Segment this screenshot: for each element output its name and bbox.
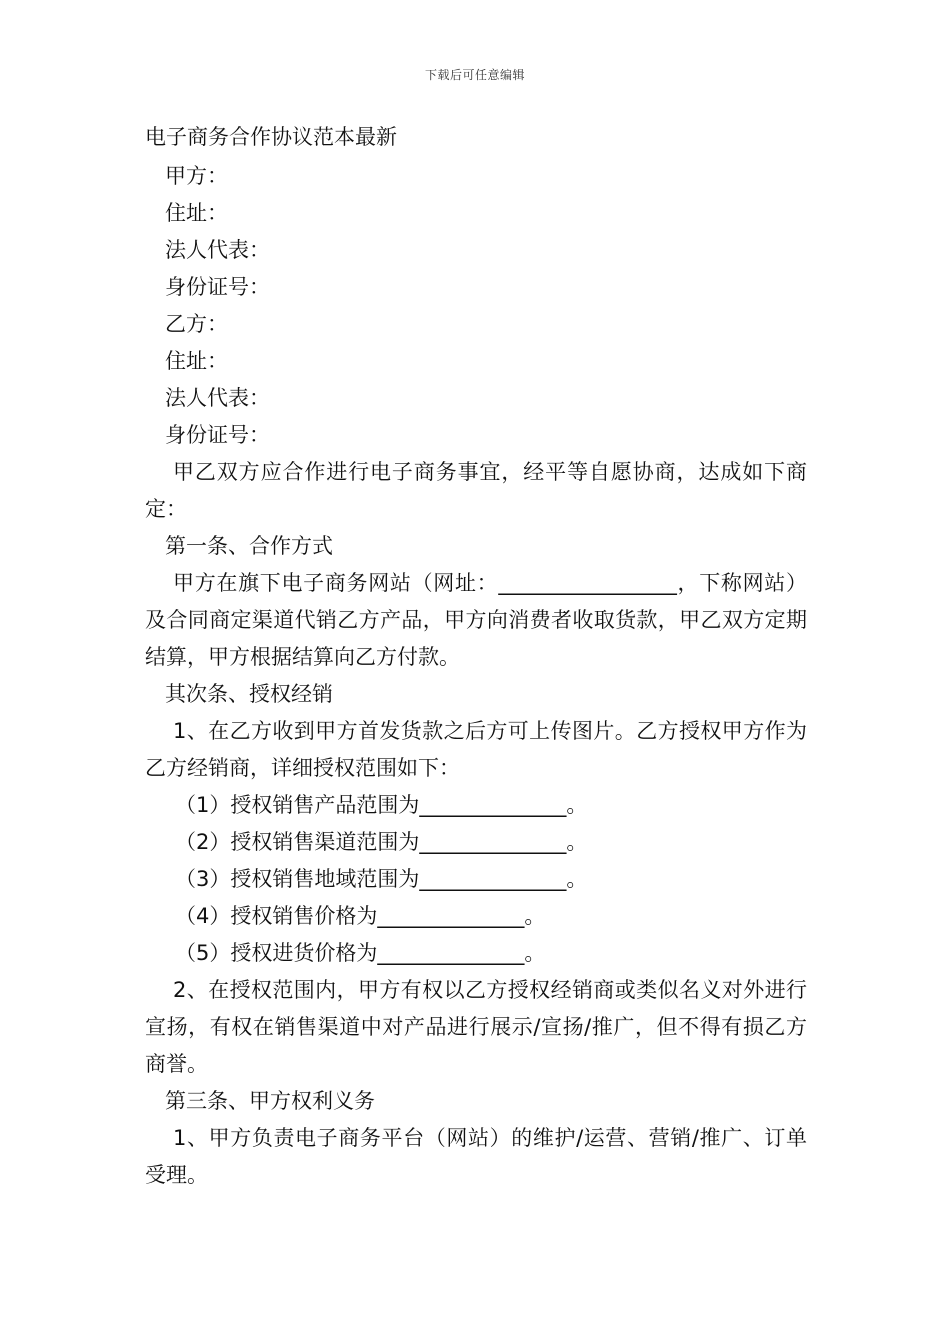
- party-a-id-number: 身份证号：: [165, 275, 270, 299]
- authorization-item-1: （1）授权销售产品范围为______________。: [175, 793, 588, 817]
- party-b-legal-rep: 法人代表：: [165, 386, 270, 410]
- article-2-clause-1: 1、在乙方收到甲方首发货款之后方可上传图片。乙方授权甲方作为乙方经销商，详细授权范围如下：: [145, 719, 807, 780]
- party-a-address: 住址：: [165, 201, 228, 225]
- party-b-address: 住址：: [165, 349, 228, 373]
- article-3-heading: 第三条、甲方权利义务: [165, 1089, 375, 1113]
- party-b-id-number: 身份证号：: [165, 423, 270, 447]
- article-2-clause-2: 2、在授权范围内，甲方有权以乙方授权经销商或类似名义对外进行宣扬，有权在销售渠道中对产品进行展示/宣扬/推广，但不得有损乙方商誉。: [145, 978, 807, 1076]
- article-1-paragraph: 甲方在旗下电子商务网站（网址：_________________，下称网站）及合同商定渠道代销乙方产品，甲方向消费者收取货款，甲乙双方定期结算，甲方根据结算向乙方付款。: [145, 571, 807, 669]
- authorization-item-4: （4）授权销售价格为______________。: [175, 904, 546, 928]
- party-b-label: 乙方：: [165, 312, 228, 336]
- header-note: 下载后可任意编辑: [424, 68, 525, 82]
- party-a-legal-rep: 法人代表：: [165, 238, 270, 262]
- preamble-paragraph: 甲乙双方应合作进行电子商务事宜，经平等自愿协商，达成如下商定：: [145, 460, 807, 521]
- authorization-item-3: （3）授权销售地域范围为______________。: [175, 867, 588, 891]
- authorization-item-2: （2）授权销售渠道范围为______________。: [175, 830, 588, 854]
- article-1-heading: 第一条、合作方式: [165, 534, 333, 558]
- party-a-label: 甲方：: [165, 164, 228, 188]
- document-title: 电子商务合作协议范本最新: [145, 125, 397, 149]
- article-3-clause-1: 1、甲方负责电子商务平台（网站）的维护/运营、营销/推广、订单受理。: [145, 1126, 807, 1187]
- document-body: [145, 158, 807, 1194]
- authorization-item-5: （5）授权进货价格为______________。: [175, 941, 546, 965]
- article-2-heading: 其次条、授权经销: [165, 682, 333, 706]
